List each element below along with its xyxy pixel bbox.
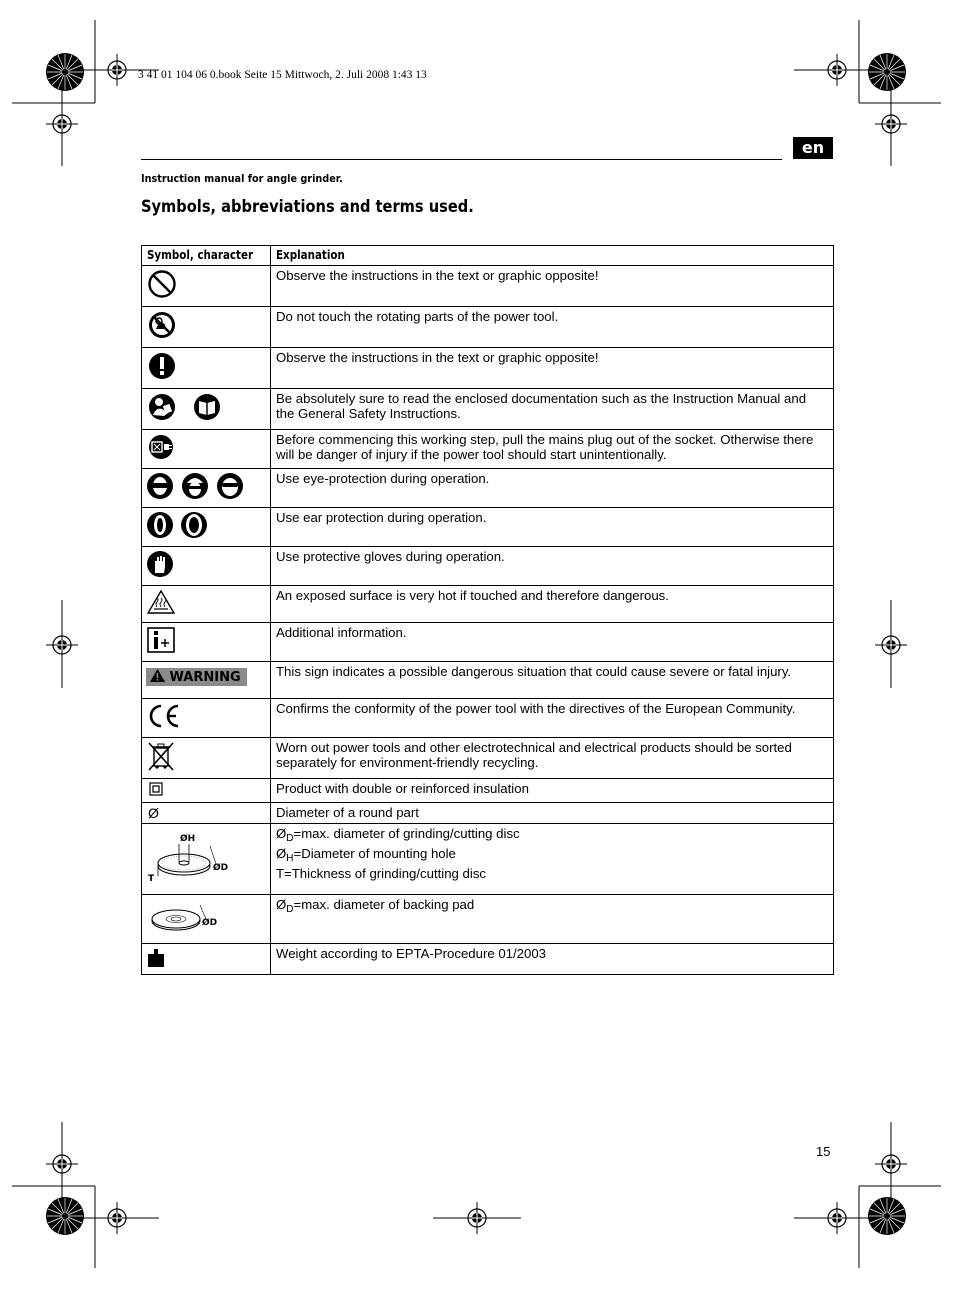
table-row xyxy=(142,699,834,738)
symbol-cell xyxy=(142,469,271,508)
explanation-cell: Use eye-protection during operation. xyxy=(271,469,834,508)
symbol-cell xyxy=(142,662,271,699)
symbol-cell xyxy=(142,895,271,944)
table-row xyxy=(142,430,834,469)
language-badge: en xyxy=(793,137,833,159)
explanation-cell: Product with double or reinforced insulation xyxy=(271,779,834,803)
symbol-cell xyxy=(142,738,271,779)
exclamation-icon xyxy=(146,350,178,382)
crossed-bin-icon xyxy=(146,740,176,772)
symbol-cell xyxy=(142,944,271,975)
explanation-cell: Before commencing this working step, pull the mains plug out of the socket. Otherwise there will be danger of injury if the power tool should start unintentionally. xyxy=(271,430,834,469)
explanation-cell: Observe the instructions in the text or graphic opposite! xyxy=(271,266,834,307)
symbol-cell xyxy=(142,348,271,389)
explanation-line: $Ø_H=Diameter$ of mounting hole xyxy=(276,846,456,864)
table-row xyxy=(142,307,834,348)
diagram-label-oh: ØH xyxy=(180,834,196,844)
backing-pad-diagram xyxy=(146,897,236,937)
explanation-cell xyxy=(271,895,834,944)
symbol-cell xyxy=(142,547,271,586)
symbol-cell xyxy=(142,266,271,307)
double-insulation-icon xyxy=(149,782,163,796)
ear-muffs-icon xyxy=(146,510,174,540)
explanation-line: $Ø_D=\max$. diameter of grinding/cutting disc xyxy=(276,826,520,844)
table-row xyxy=(142,547,834,586)
book-icon xyxy=(191,391,223,423)
symbol-cell xyxy=(142,623,271,662)
explanation-cell: Worn out power tools and other electrotechnical and electrical products should be sorted separately for environment-friendly recycling. xyxy=(271,738,834,779)
section-title: Symbols, abbreviations and terms used. xyxy=(141,197,474,217)
document-subtitle: Instruction manual for angle grinder. xyxy=(141,172,343,185)
diagram-label-t: T xyxy=(148,874,155,884)
explanation-cell: Use protective gloves during operation. xyxy=(271,547,834,586)
table-row xyxy=(142,508,834,547)
table-row xyxy=(142,944,834,975)
grinding-disc-diagram xyxy=(146,826,236,888)
header-symbol: Symbol, character xyxy=(142,246,271,266)
table-row xyxy=(142,779,834,803)
table-row xyxy=(142,266,834,307)
symbol-cell xyxy=(142,586,271,623)
table-row xyxy=(142,348,834,389)
face-shield-icon xyxy=(146,471,174,501)
explanation-line: T=Thickness of grinding/cutting disc xyxy=(276,866,487,881)
symbol-cell xyxy=(142,824,271,895)
warning-label-text: WARNING xyxy=(169,670,241,685)
explanation-cell xyxy=(271,824,834,895)
explanation-cell: Weight according to EPTA-Procedure 01/2003 xyxy=(271,944,834,975)
explanation-cell: Be absolutely sure to read the enclosed documentation such as the Instruction Manual and the General Safety Instructions. xyxy=(271,389,834,430)
table-row xyxy=(142,469,834,508)
symbols-table xyxy=(141,245,834,975)
warning-triangle-icon xyxy=(150,669,165,682)
header-rule xyxy=(141,159,782,160)
read-manual-icon xyxy=(146,391,178,423)
table-row xyxy=(142,389,834,430)
table-row xyxy=(142,623,834,662)
unplug-icon xyxy=(146,432,176,462)
hot-surface-icon xyxy=(146,588,176,616)
explanation-cell: Use ear protection during operation. xyxy=(271,508,834,547)
explanation-cell: An exposed surface is very hot if touched and therefore dangerous. xyxy=(271,586,834,623)
page-number: 15 xyxy=(816,1144,831,1159)
symbol-cell xyxy=(142,307,271,348)
table-row xyxy=(142,803,834,824)
prohibition-icon xyxy=(146,268,178,300)
gloves-icon xyxy=(146,549,174,579)
table-row xyxy=(142,586,834,623)
header-explanation: Explanation xyxy=(271,246,834,266)
table-row xyxy=(142,824,834,895)
table-row xyxy=(142,738,834,779)
table-row xyxy=(142,662,834,699)
table-header-row xyxy=(142,246,834,266)
safety-goggles-icon xyxy=(216,471,244,501)
symbol-cell xyxy=(142,699,271,738)
symbol-cell xyxy=(142,508,271,547)
diagram-label-od: ØD xyxy=(213,863,229,873)
diameter-symbol: Ø xyxy=(142,803,271,824)
diagram-label-od: ØD xyxy=(202,918,218,928)
weight-icon xyxy=(146,946,166,968)
explanation-cell: Diameter of a round part xyxy=(271,803,834,824)
explanation-cell: Observe the instructions in the text or graphic opposite! xyxy=(271,348,834,389)
table-row xyxy=(142,895,834,944)
no-touch-rotating-parts-icon xyxy=(146,309,178,341)
helmet-goggles-icon xyxy=(181,471,209,501)
symbol-cell xyxy=(142,389,271,430)
explanation-line: $Ø_D=\max$. diameter of backing pad xyxy=(276,897,475,915)
info-icon xyxy=(146,625,176,655)
warning-label xyxy=(146,668,247,686)
symbol-cell xyxy=(142,779,271,803)
book-file-line: 3 41 01 104 06 0.book Seite 15 Mittwoch, 2. Juli 2008 1:43 13 xyxy=(138,69,427,81)
explanation-cell: Do not touch the rotating parts of the power tool. xyxy=(271,307,834,348)
explanation-cell: Additional information. xyxy=(271,623,834,662)
explanation-cell: Confirms the conformity of the power tool with the directives of the European Community. xyxy=(271,699,834,738)
explanation-cell: This sign indicates a possible dangerous situation that could cause severe or fatal injury. xyxy=(271,662,834,699)
symbol-cell xyxy=(142,430,271,469)
ce-mark-icon xyxy=(146,701,180,731)
ear-protector-icon xyxy=(180,510,208,540)
